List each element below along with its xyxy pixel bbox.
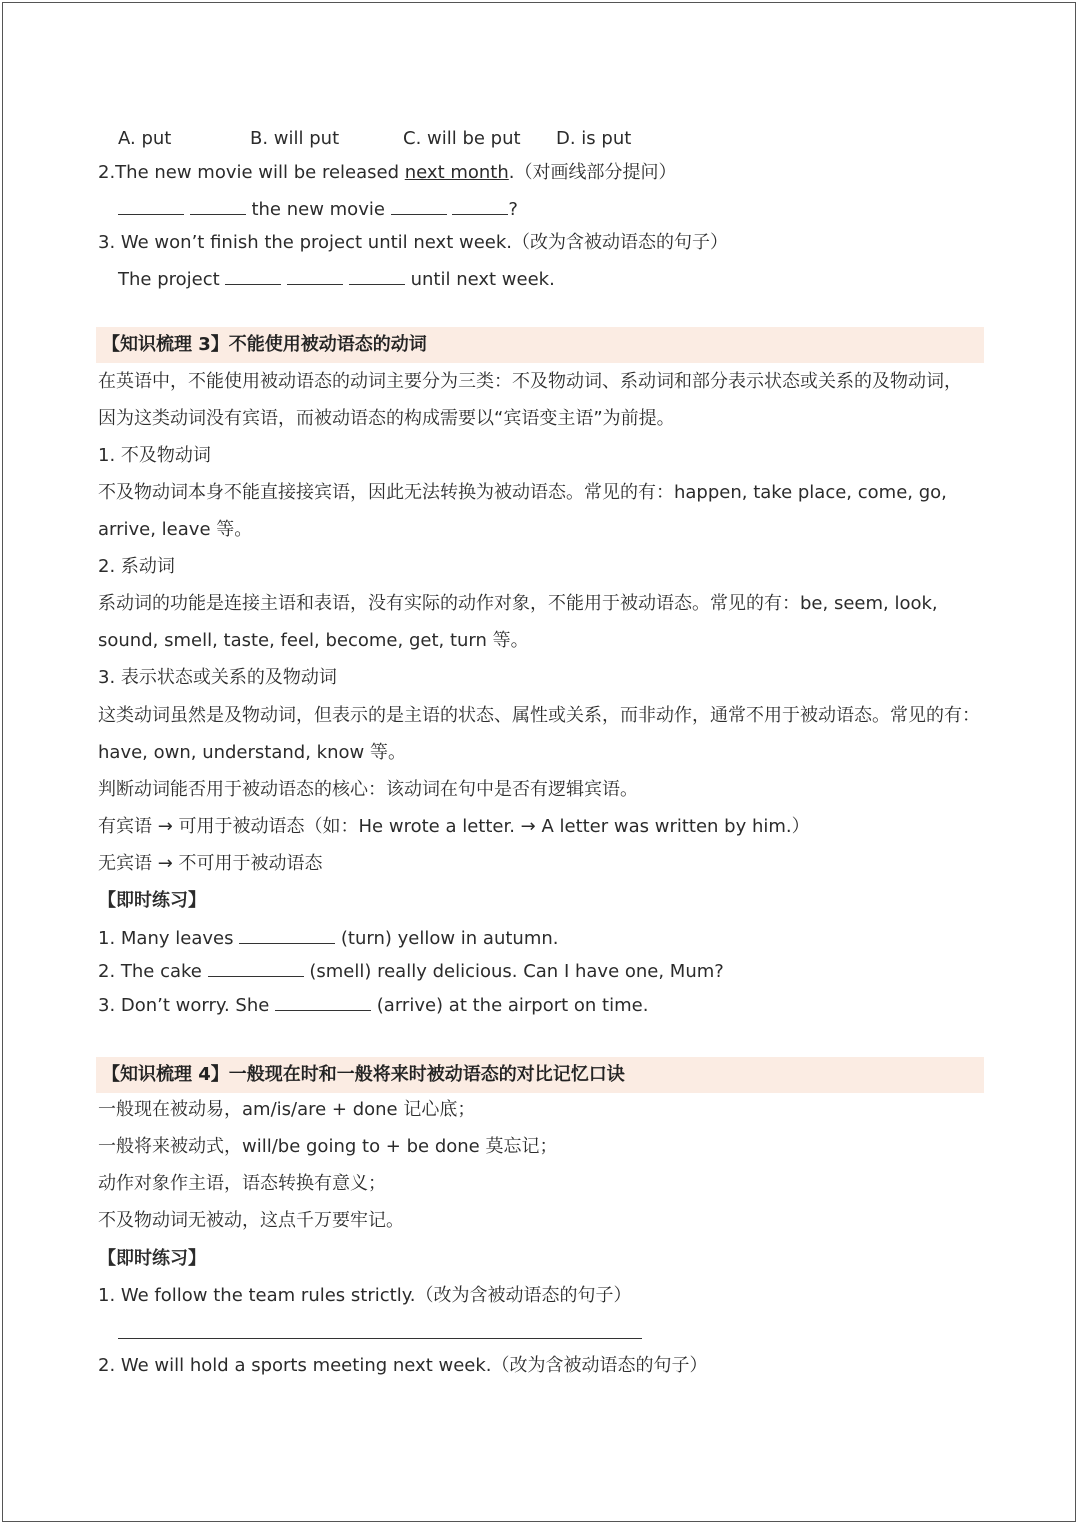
- section-3-title: 【知识梳理 3】不能使用被动语态的动词: [102, 334, 427, 355]
- exercise-text: (arrive) at the airport on time.: [371, 995, 649, 1016]
- section-4-exercise-2: 2. We will hold a sports meeting next week.（改为含被动语态的句子）: [98, 1355, 708, 1376]
- exercise-text: 3. Don’t worry. She: [98, 995, 276, 1016]
- answer-blank[interactable]: [287, 266, 343, 285]
- answer-blank[interactable]: [275, 992, 371, 1011]
- answer-text: the new movie: [245, 199, 391, 220]
- paragraph-intransitive-1: 不及物动词本身不能直接接宾语，因此无法转换为被动语态。常见的有：happen, take place, come, go,: [98, 482, 947, 503]
- rule-with-object: 有宾语 → 可用于被动语态（如：He wrote a letter. → A letter was written by him.）: [98, 816, 810, 837]
- section-4-exercise-1: 1. We follow the team rules strictly.（改为含被动语态的句子）: [98, 1285, 632, 1306]
- answer-blank[interactable]: [190, 196, 246, 215]
- answer-text: The project: [118, 269, 226, 290]
- subheading-state-verbs: 3. 表示状态或关系的及物动词: [98, 667, 337, 688]
- option-a: A. put: [118, 128, 172, 149]
- question-2-text: 2.The new movie will be released: [98, 162, 405, 183]
- practice-title: 【即时练习】: [98, 890, 206, 911]
- exercise-2: [98, 958, 724, 984]
- exercise-1: [98, 925, 559, 951]
- section-4-header: [96, 1057, 984, 1093]
- section-3-intro-line2: 因为这类动词没有宾语，而被动语态的构成需要以“宾语变主语”为前提。: [98, 408, 675, 429]
- answer-text: ?: [508, 199, 518, 220]
- option-b: B. will put: [250, 128, 340, 149]
- exercise-3: [98, 992, 648, 1018]
- option-d: D. is put: [556, 128, 632, 149]
- answer-blank[interactable]: [118, 196, 184, 215]
- option-c: C. will be put: [403, 128, 521, 149]
- paragraph-state-verbs-2: have, own, understand, know 等。: [98, 742, 406, 763]
- mnemonic-line-3: 动作对象作主语，语态转换有意义；: [98, 1173, 386, 1194]
- subheading-intransitive: 1. 不及物动词: [98, 445, 211, 466]
- answer-blank[interactable]: [349, 266, 405, 285]
- section-3-intro-line1: 在英语中，不能使用被动语态的动词主要分为三类：不及物动词、系动词和部分表示状态或关系的及物动词，: [98, 371, 962, 392]
- practice-title-2: 【即时练习】: [98, 1248, 206, 1269]
- answer-blank[interactable]: [452, 196, 508, 215]
- section-4-title: 【知识梳理 4】一般现在时和一般将来时被动语态的对比记忆口诀: [102, 1064, 625, 1085]
- mnemonic-line-4: 不及物动词无被动，这点千万要牢记。: [98, 1210, 404, 1231]
- section-3-header: [96, 327, 984, 363]
- question-3: 3. We won’t finish the project until next week.（改为含被动语态的句子）: [98, 232, 728, 253]
- underlined-phrase: next month: [404, 162, 509, 183]
- question-2-instruction: .（对画线部分提问）: [508, 162, 677, 183]
- answer-blank[interactable]: [239, 925, 335, 944]
- core-rule: 判断动词能否用于被动语态的核心：该动词在句中是否有逻辑宾语。: [98, 779, 638, 800]
- exercise-text: (turn) yellow in autumn.: [335, 928, 559, 949]
- answer-blank[interactable]: [208, 958, 304, 977]
- question-3-answer: [118, 266, 555, 292]
- exercise-text: (smell) really delicious. Can I have one, Mum?: [303, 961, 724, 982]
- answer-blank[interactable]: [391, 196, 447, 215]
- question-2: [98, 161, 677, 185]
- subheading-linking: 2. 系动词: [98, 556, 175, 577]
- paragraph-intransitive-2: arrive, leave 等。: [98, 519, 253, 540]
- rule-without-object: 无宾语 → 不可用于被动语态: [98, 853, 323, 874]
- paragraph-linking-1: 系动词的功能是连接主语和表语，没有实际的动作对象，不能用于被动语态。常见的有：be, seem, look,: [98, 593, 938, 614]
- paragraph-state-verbs-1: 这类动词虽然是及物动词，但表示的是主语的状态、属性或关系，而非动作，通常不用于被动语态。常见的有：: [98, 705, 980, 726]
- answer-line[interactable]: [118, 1338, 642, 1339]
- mnemonic-line-2: 一般将来被动式，will/be going to + be done 莫忘记；: [98, 1136, 558, 1157]
- exercise-text: 2. The cake: [98, 961, 208, 982]
- paragraph-linking-2: sound, smell, taste, feel, become, get, turn 等。: [98, 630, 529, 651]
- answer-text: until next week.: [404, 269, 555, 290]
- exercise-text: 1. Many leaves: [98, 928, 240, 949]
- mnemonic-line-1: 一般现在被动易，am/is/are + done 记心底；: [98, 1099, 476, 1120]
- question-2-answer: [118, 196, 518, 222]
- answer-blank[interactable]: [225, 266, 281, 285]
